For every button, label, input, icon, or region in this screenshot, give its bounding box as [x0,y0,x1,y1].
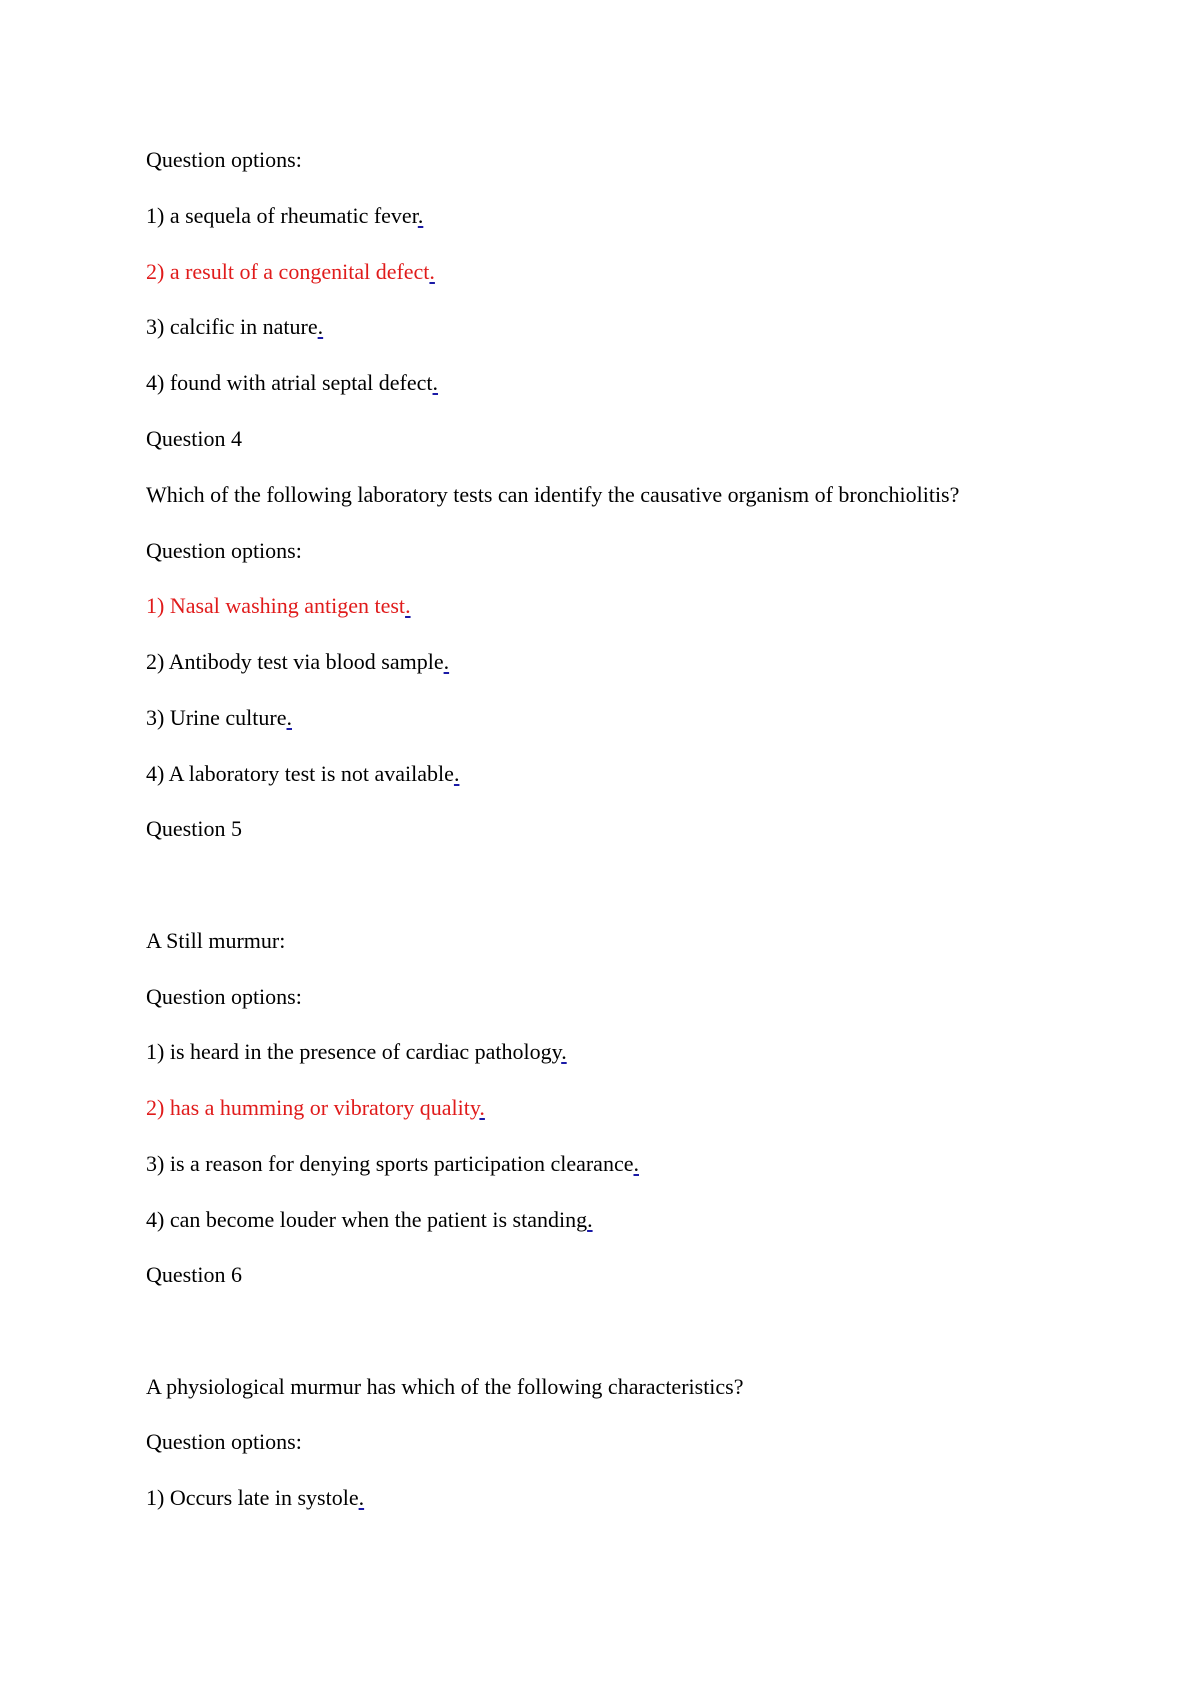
option-text: 4) found with atrial septal defect [146,370,433,395]
option-period: . [432,370,439,395]
question-title: Question 5 [146,816,242,841]
option-period: . [417,203,424,228]
option-period: . [453,761,460,786]
option-period: . [358,1485,365,1510]
option-item [146,1150,639,1178]
question-text: A Still murmur: [146,928,286,953]
question-text: A physiological murmur has which of the following characteristics? [146,1374,744,1399]
option-period: . [443,649,450,674]
option-item [146,313,323,341]
option-text: 3) calcific in nature [146,314,318,339]
question-text: Which of the following laboratory tests can identify the causative organism of bronchiolitis? [146,482,960,507]
option-item [146,202,423,230]
option-text: 3) is a reason for denying sports participation clearance [146,1151,634,1176]
question-title: Question 6 [146,1262,242,1287]
option-text: 1) a sequela of rheumatic fever [146,203,418,228]
question-options-label: Question options: [146,147,302,172]
option-item-correct [146,1094,485,1122]
question-options-label: Question options: [146,538,302,563]
option-period: . [286,705,292,730]
option-period: . [561,1039,567,1064]
option-text: 2) has a humming or vibratory quality [146,1095,480,1120]
option-text: 1) is heard in the presence of cardiac pathology [146,1039,562,1064]
option-text: 4) can become louder when the patient is standing [146,1207,588,1232]
option-period: . [587,1207,593,1232]
question-title: Question 4 [146,426,242,451]
option-period: . [479,1095,485,1120]
option-item [146,369,438,397]
question-options-label: Question options: [146,1429,302,1454]
option-item [146,648,449,676]
option-text: 1) Nasal washing antigen test [146,593,406,618]
option-item [146,1206,593,1234]
option-item-correct [146,592,411,620]
option-period: . [405,593,411,618]
option-item [146,704,292,732]
option-text: 3) Urine culture [146,705,287,730]
option-text: 4) A laboratory test is not available [146,761,454,786]
question-options-label: Question options: [146,984,302,1009]
option-period: . [633,1151,639,1176]
option-item-correct [146,258,435,286]
option-text: 2) a result of a congenital defect [146,259,430,284]
option-text: 2) Antibody test via blood sample [146,649,444,674]
option-text: 1) Occurs late in systole [146,1485,359,1510]
option-period: . [317,314,324,339]
option-item [146,760,459,788]
option-period: . [429,259,435,284]
option-item [146,1038,567,1066]
option-item [146,1484,364,1512]
